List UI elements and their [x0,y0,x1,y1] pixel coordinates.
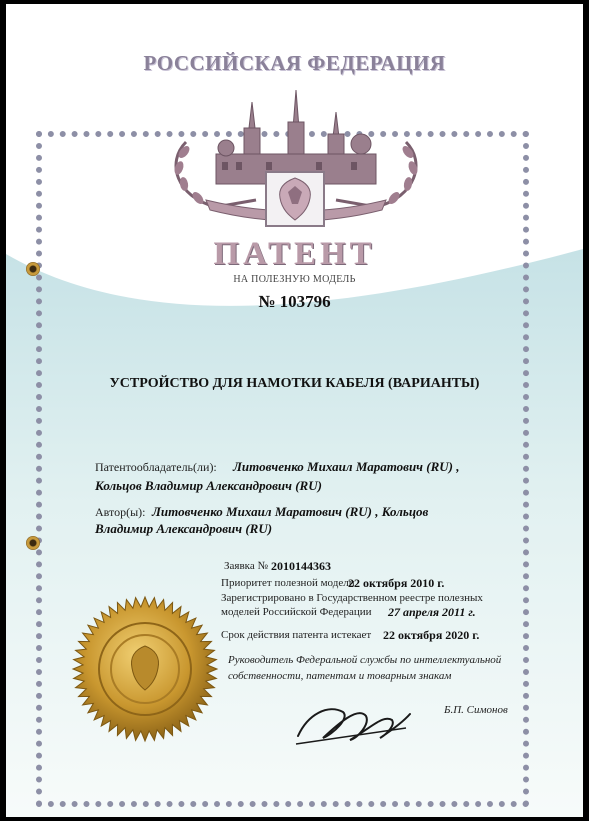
gold-seal-icon [70,594,220,744]
priority-date: 22 октября 2010 г. [348,576,445,590]
binder-hole-bottom [26,536,40,550]
document-subtitle: НА ПОЛЕЗНУЮ МОДЕЛЬ [233,274,356,285]
patent-holder-label: Патентообладатель(ли): [95,460,217,474]
invention-title: УСТРОЙСТВО ДЛЯ НАМОТКИ КАБЕЛЯ (ВАРИАНТЫ) [109,376,480,391]
registered-date: 27 апреля 2011 г. [388,605,476,619]
term-label: Срок действия патента истекает [221,629,372,641]
head-of-service-line-1: Руководитель Федеральной службы по интеллектуальной [228,654,502,666]
signer-name: Б.П. Симонов [444,704,508,716]
registered-line-1: Зарегистрировано в Государственном реестре полезных [221,592,483,604]
country-header: РОССИЙСКАЯ ФЕДЕРАЦИЯ [143,51,446,75]
head-of-service-line-2: собственности, патентам и товарным знакам [228,670,452,682]
patent-holder-line-1: Литовченко Михаил Маратович (RU) , [233,459,460,474]
term-date: 22 октября 2020 г. [383,628,480,642]
application-label: Заявка № [224,560,268,572]
author-line-2: Владимир Александрович (RU) [95,521,273,536]
author-label: Автор(ы): [95,505,146,519]
coat-of-arms-icon [264,170,326,228]
application-number: 2010144363 [271,559,331,573]
patent-holder-line-2: Кольцов Владимир Александрович (RU) [95,478,322,493]
priority-label: Приоритет полезной модели [221,577,355,589]
patent-number: № 103796 [258,292,331,311]
registered-line-2: моделей Российской Федерации [221,606,372,618]
patent-sheet [6,4,583,817]
author-line-1: Литовченко Михаил Маратович (RU) , Кольцов [152,504,429,519]
document-type: ПАТЕНТ [213,236,376,272]
signature-icon [288,694,418,754]
